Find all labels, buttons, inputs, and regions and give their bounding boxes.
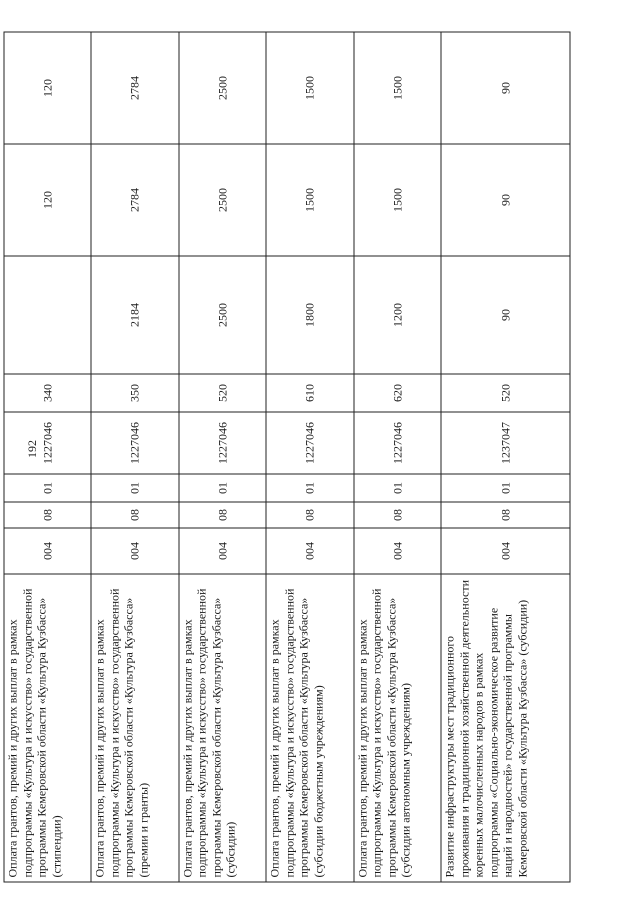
table-row	[441, 32, 570, 882]
table-row	[266, 32, 353, 882]
target-item-code: 1227046	[4, 412, 91, 474]
row-description: Оплата грантов, премий и других выплат в рамках подпрограммы «Культура и искусство» государственной программы Кемеровской области «Культура Кузбасса» (стипендии)	[4, 574, 91, 882]
row-description: Оплата грантов, премий и других выплат в рамках подпрограммы «Культура и искусство» государственной программы Кемеровской области «Культура Кузбасса» (субсидии автономным учреждениям)	[354, 574, 441, 882]
table-row	[91, 32, 178, 882]
expense-type-code: 520	[179, 374, 266, 412]
target-item-code: 1227046	[91, 412, 178, 474]
amount-2: 120	[4, 144, 91, 256]
section-code: 08	[4, 502, 91, 528]
ministry-code: 004	[4, 528, 91, 574]
page-number: 192	[24, 440, 39, 458]
target-item-code: 1227046	[179, 412, 266, 474]
ministry-code: 004	[91, 528, 178, 574]
ministry-code: 004	[266, 528, 353, 574]
amount-3: 2500	[179, 32, 266, 144]
target-item-code: 1237047	[441, 412, 570, 474]
subsection-code: 01	[354, 474, 441, 502]
section-code: 08	[179, 502, 266, 528]
amount-2: 1500	[266, 144, 353, 256]
amount-3: 120	[4, 32, 91, 144]
table-row	[354, 32, 441, 882]
budget-table-frame	[4, 33, 571, 883]
expense-type-code: 610	[266, 374, 353, 412]
amount-2: 90	[441, 144, 570, 256]
ministry-code: 004	[179, 528, 266, 574]
amount-1: 1800	[266, 256, 353, 374]
target-item-code: 1227046	[354, 412, 441, 474]
amount-1: 2500	[179, 256, 266, 374]
amount-1: 90	[441, 256, 570, 374]
expense-type-code: 520	[441, 374, 570, 412]
budget-table	[4, 32, 571, 883]
expense-type-code: 340	[4, 374, 91, 412]
amount-1: 1200	[354, 256, 441, 374]
section-code: 08	[441, 502, 570, 528]
target-item-code: 1227046	[266, 412, 353, 474]
table-row	[179, 32, 266, 882]
row-description: Развитие инфраструктуры мест традиционного проживания и традиционной хозяйственной деятельности коренных малочисленных народов в рамках подпрограммы «Социально-экономическое развитие наций и народностей» государственной программы Кемеровской области «Культура Кузбасса» (субсидии)	[441, 574, 570, 882]
ministry-code: 004	[354, 528, 441, 574]
ministry-code: 004	[441, 528, 570, 574]
amount-2: 1500	[354, 144, 441, 256]
amount-2: 2784	[91, 144, 178, 256]
row-description: Оплата грантов, премий и других выплат в рамках подпрограммы «Культура и искусство» государственной программы Кемеровской области «Культура Кузбасса» (субсидии бюджетным учреждениям)	[266, 574, 353, 882]
subsection-code: 01	[91, 474, 178, 502]
expense-type-code: 620	[354, 374, 441, 412]
amount-3: 2784	[91, 32, 178, 144]
section-code: 08	[354, 502, 441, 528]
table-row	[4, 32, 91, 882]
section-code: 08	[91, 502, 178, 528]
amount-3: 1500	[266, 32, 353, 144]
amount-1	[4, 256, 91, 374]
subsection-code: 01	[4, 474, 91, 502]
section-code: 08	[266, 502, 353, 528]
expense-type-code: 350	[91, 374, 178, 412]
subsection-code: 01	[179, 474, 266, 502]
amount-3: 1500	[354, 32, 441, 144]
amount-2: 2500	[179, 144, 266, 256]
subsection-code: 01	[266, 474, 353, 502]
subsection-code: 01	[441, 474, 570, 502]
row-description: Оплата грантов, премий и других выплат в рамках подпрограммы «Культура и искусство» государственной программы Кемеровской области «Культура Кузбасса» (премии и гранты)	[91, 574, 178, 882]
row-description: Оплата грантов, премий и других выплат в рамках подпрограммы «Культура и искусство» государственной программы Кемеровской области «Культура Кузбасса» (субсидии)	[179, 574, 266, 882]
amount-3: 90	[441, 32, 570, 144]
amount-1: 2184	[91, 256, 178, 374]
